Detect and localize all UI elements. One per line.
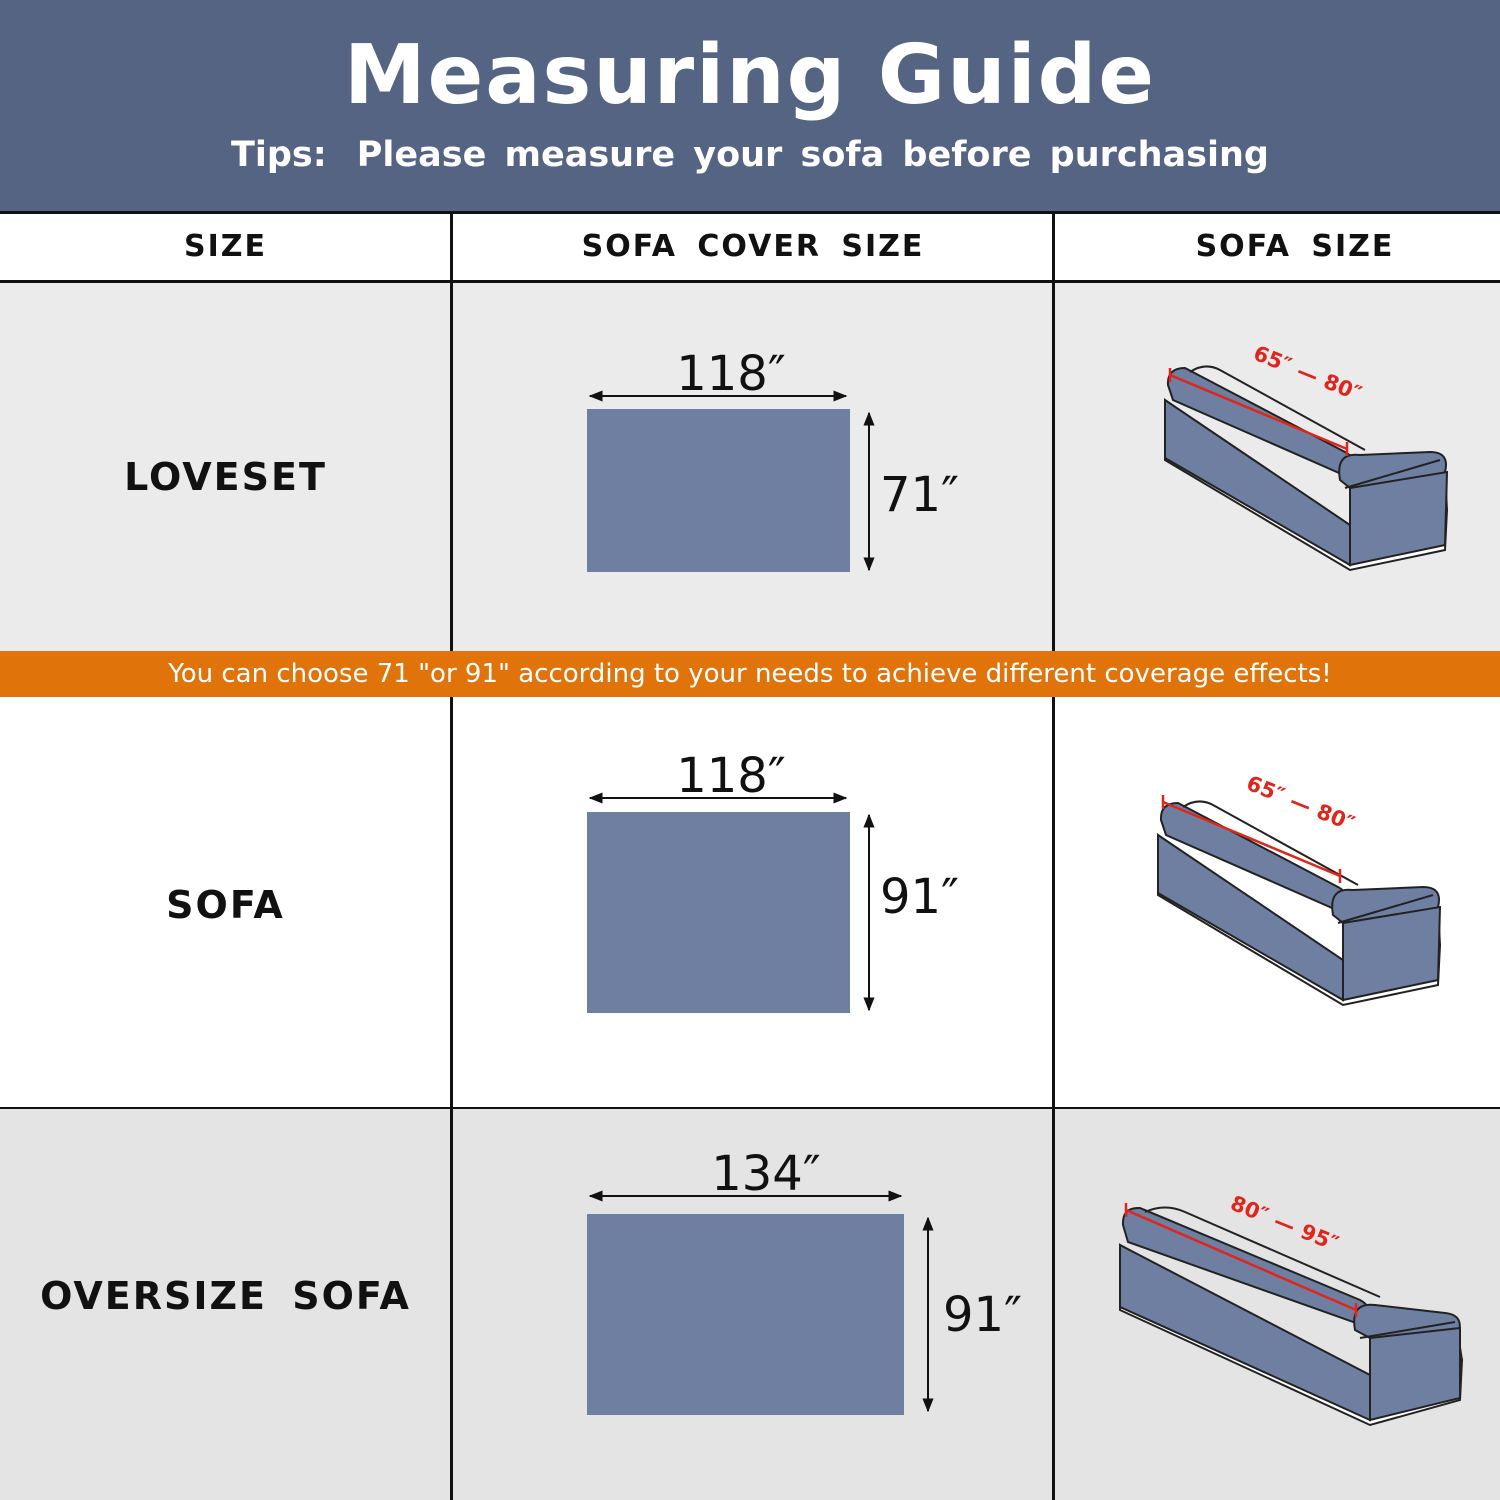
page-title: Measuring Guide [343,28,1156,123]
cover-rectangle-icon [587,812,850,1013]
sofa-dash: — [1286,788,1315,819]
cover-diagram-sofa [587,748,959,1013]
cover-diagram-oversize [587,1146,1022,1415]
cover-height-label: 71″ [880,467,960,523]
sofa-max-label: 95″ [1297,1219,1343,1257]
sofa-min-label: 65″ [1250,340,1295,378]
sofa-min-label: 80″ [1227,1190,1272,1228]
cover-diagram-loveseat [587,346,959,572]
cover-width-label: 118″ [676,346,786,402]
cover-width-label: 118″ [676,748,786,804]
sofa-illustration-loveseat [1165,341,1447,570]
sofa-icon [1158,801,1440,1005]
column-header-size: SIZE [183,229,267,264]
cover-height-label: 91″ [943,1287,1023,1343]
coverage-notice: You can choose 71 "or 91" according to your needs to achieve different coverage effects! [0,651,1500,697]
cover-width-label: 134″ [711,1146,821,1202]
column-header-sofa-size: SOFA SIZE [1195,229,1395,264]
svg-text:65″—80″ [1243,771,1358,836]
size-label-loveseat: LOVESET [124,455,327,499]
sofa-icon [1165,366,1447,570]
size-label-sofa: SOFA [166,883,285,927]
sofa-max-label: 80″ [1313,799,1359,837]
size-label-oversize: OVERSIZE SOFA [40,1274,411,1318]
cover-height-label: 91″ [880,869,960,925]
sofa-dash: — [1293,358,1322,389]
column-header-cover-size: SOFA COVER SIZE [581,229,925,264]
cover-rectangle-icon [587,409,850,572]
sofa-illustration-sofa [1158,771,1440,1005]
tips-text: Please measure your sofa before purchasing [356,135,1269,175]
sofa-max-label: 80″ [1320,369,1366,407]
sofa-illustration-oversize [1120,1191,1462,1425]
tips-label: Tips: [231,135,327,175]
sofa-dash: — [1270,1208,1299,1239]
cover-rectangle-icon [587,1214,904,1415]
sofa-min-label: 65″ [1243,770,1288,808]
svg-text:80″—95″ [1227,1191,1342,1256]
